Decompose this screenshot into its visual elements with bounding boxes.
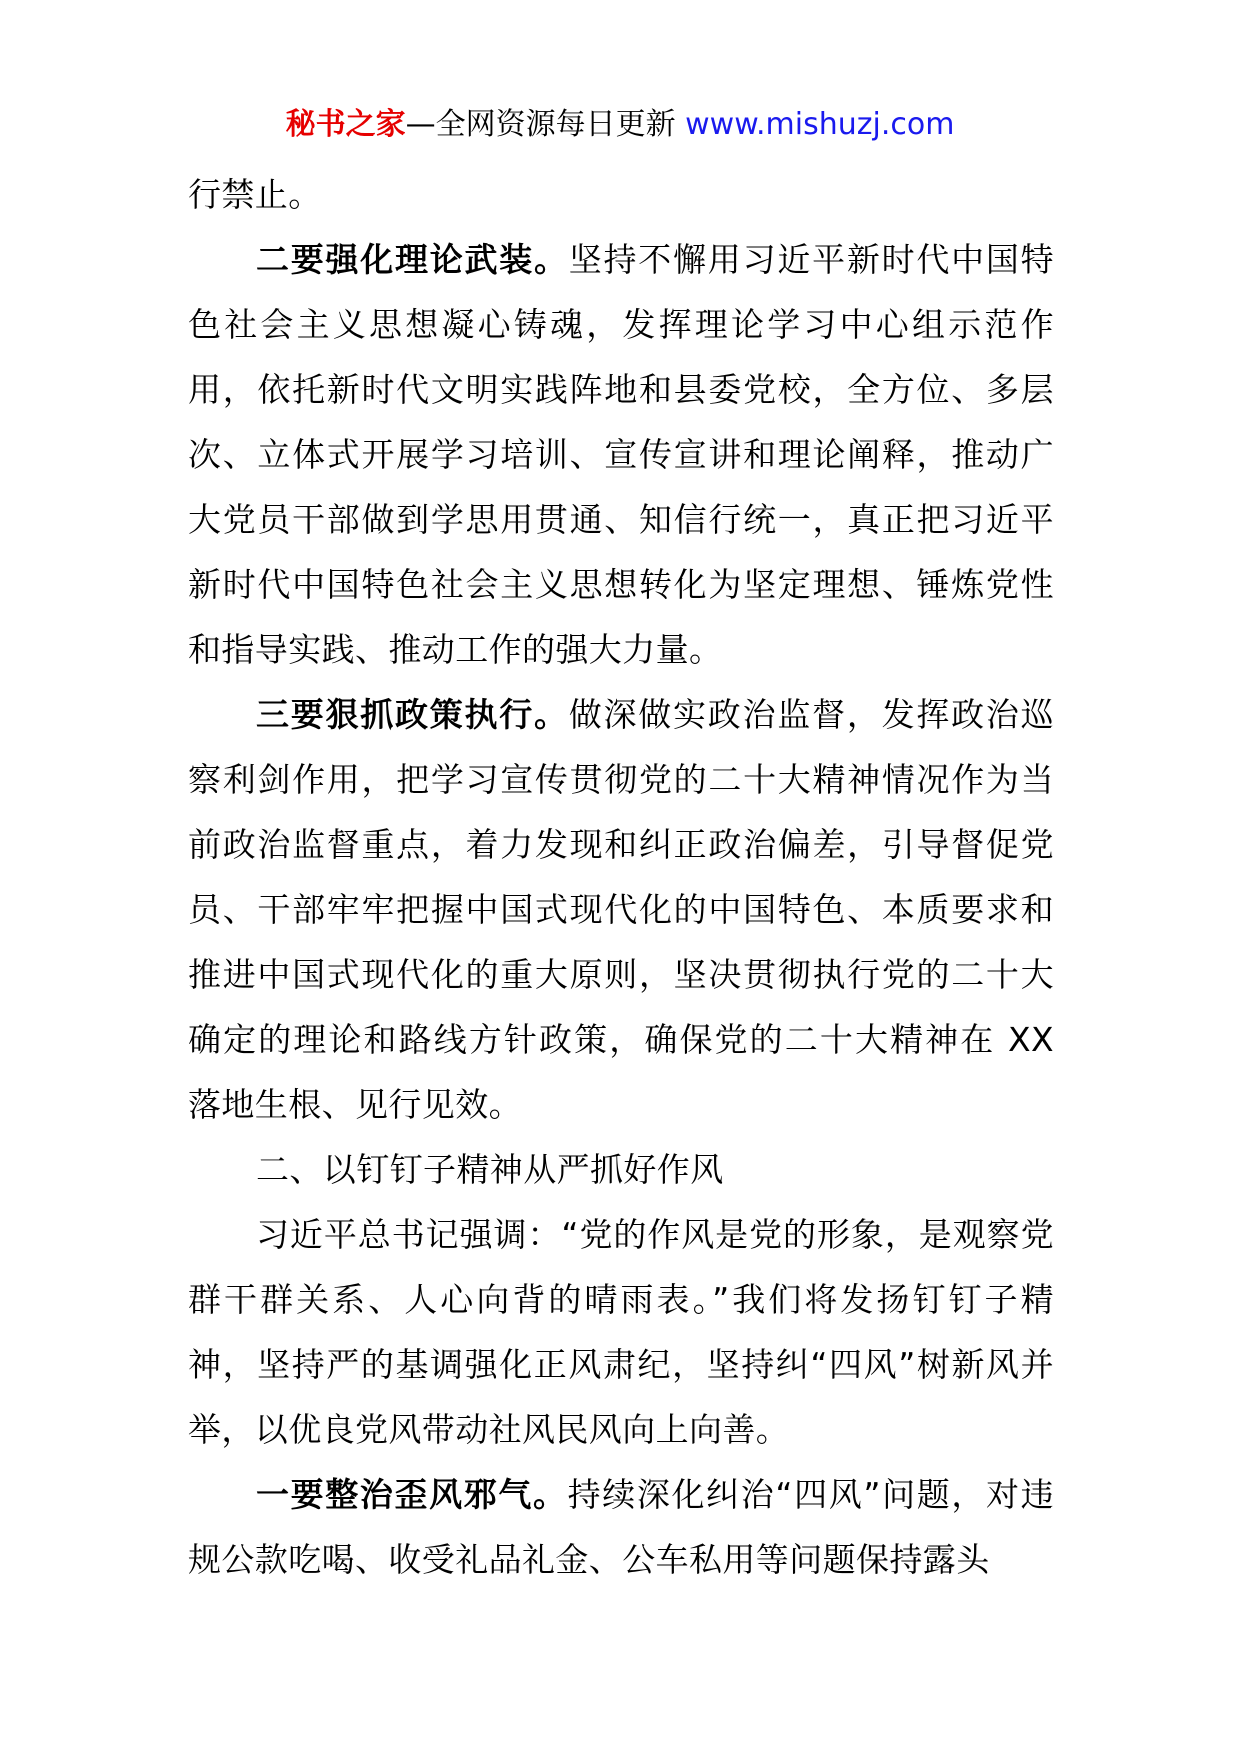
- section-heading-text: 二、以钉钉子精神从严抓好作风: [256, 1150, 724, 1189]
- paragraph-lead: 三要狠抓政策执行。: [256, 695, 569, 734]
- brand-name: 秘书之家: [285, 107, 406, 142]
- paragraph-text: 做深做实政治监督，发挥政治巡察利剑作用，把学习宣传贯彻党的二十大精神情况作为当前政治监督重点，着力发现和纠正政治偏差，引导督促党员、干部牢牢把握中国式现代化的中国特色、本质要求和推进中国式现代化的重大原则，坚决贯彻执行党的二十大确定的理论和路线方针政策，确保党的二十大精神在 XX 落地生根、见行见效。: [188, 695, 1054, 1124]
- paragraph-lead: 二要强化理论武装。: [256, 240, 569, 279]
- paragraph-rectify-misconduct: [188, 1462, 1054, 1592]
- paragraph-lead: 一要整治歪风邪气。: [256, 1475, 568, 1514]
- site-url-link[interactable]: www.mishuzj.com: [685, 107, 955, 142]
- document-body: [188, 162, 1054, 1592]
- paragraph-policy-execution: [188, 682, 1054, 1137]
- header-slogan: 全网资源每日更新: [435, 107, 676, 142]
- paragraph-text: 坚持不懈用习近平新时代中国特色社会主义思想凝心铸魂，发挥理论学习中心组示范作用，依托新时代文明实践阵地和县委党校，全方位、多层次、立体式开展学习培训、宣传宣讲和理论阐释，推动广大党员干部做到学思用贯通、知信行统一，真正把习近平新时代中国特色社会主义思想转化为坚定理想、锤炼党性和指导实践、推动工作的强大力量。: [188, 240, 1054, 669]
- paragraph-text: 持续深化纠治“四风”问题，对违规公款吃喝、收受礼品礼金、公车私用等问题保持露头: [188, 1475, 1054, 1579]
- paragraph-quote: [188, 1202, 1054, 1462]
- paragraph-text: 习近平总书记强调：“党的作风是党的形象，是观察党群干群关系、人心向背的晴雨表。”我们将发扬钉钉子精神，坚持严的基调强化正风肃纪，坚持纠“四风”树新风并举，以优良党风带动社风民风向上向善。: [188, 1215, 1054, 1449]
- section-heading: [188, 1137, 1054, 1202]
- paragraph-text: 行禁止。: [188, 175, 322, 214]
- page-header: [0, 100, 1240, 150]
- paragraph-continuation: [188, 162, 1054, 227]
- header-dash: —: [405, 107, 436, 142]
- paragraph-theory-armament: [188, 227, 1054, 682]
